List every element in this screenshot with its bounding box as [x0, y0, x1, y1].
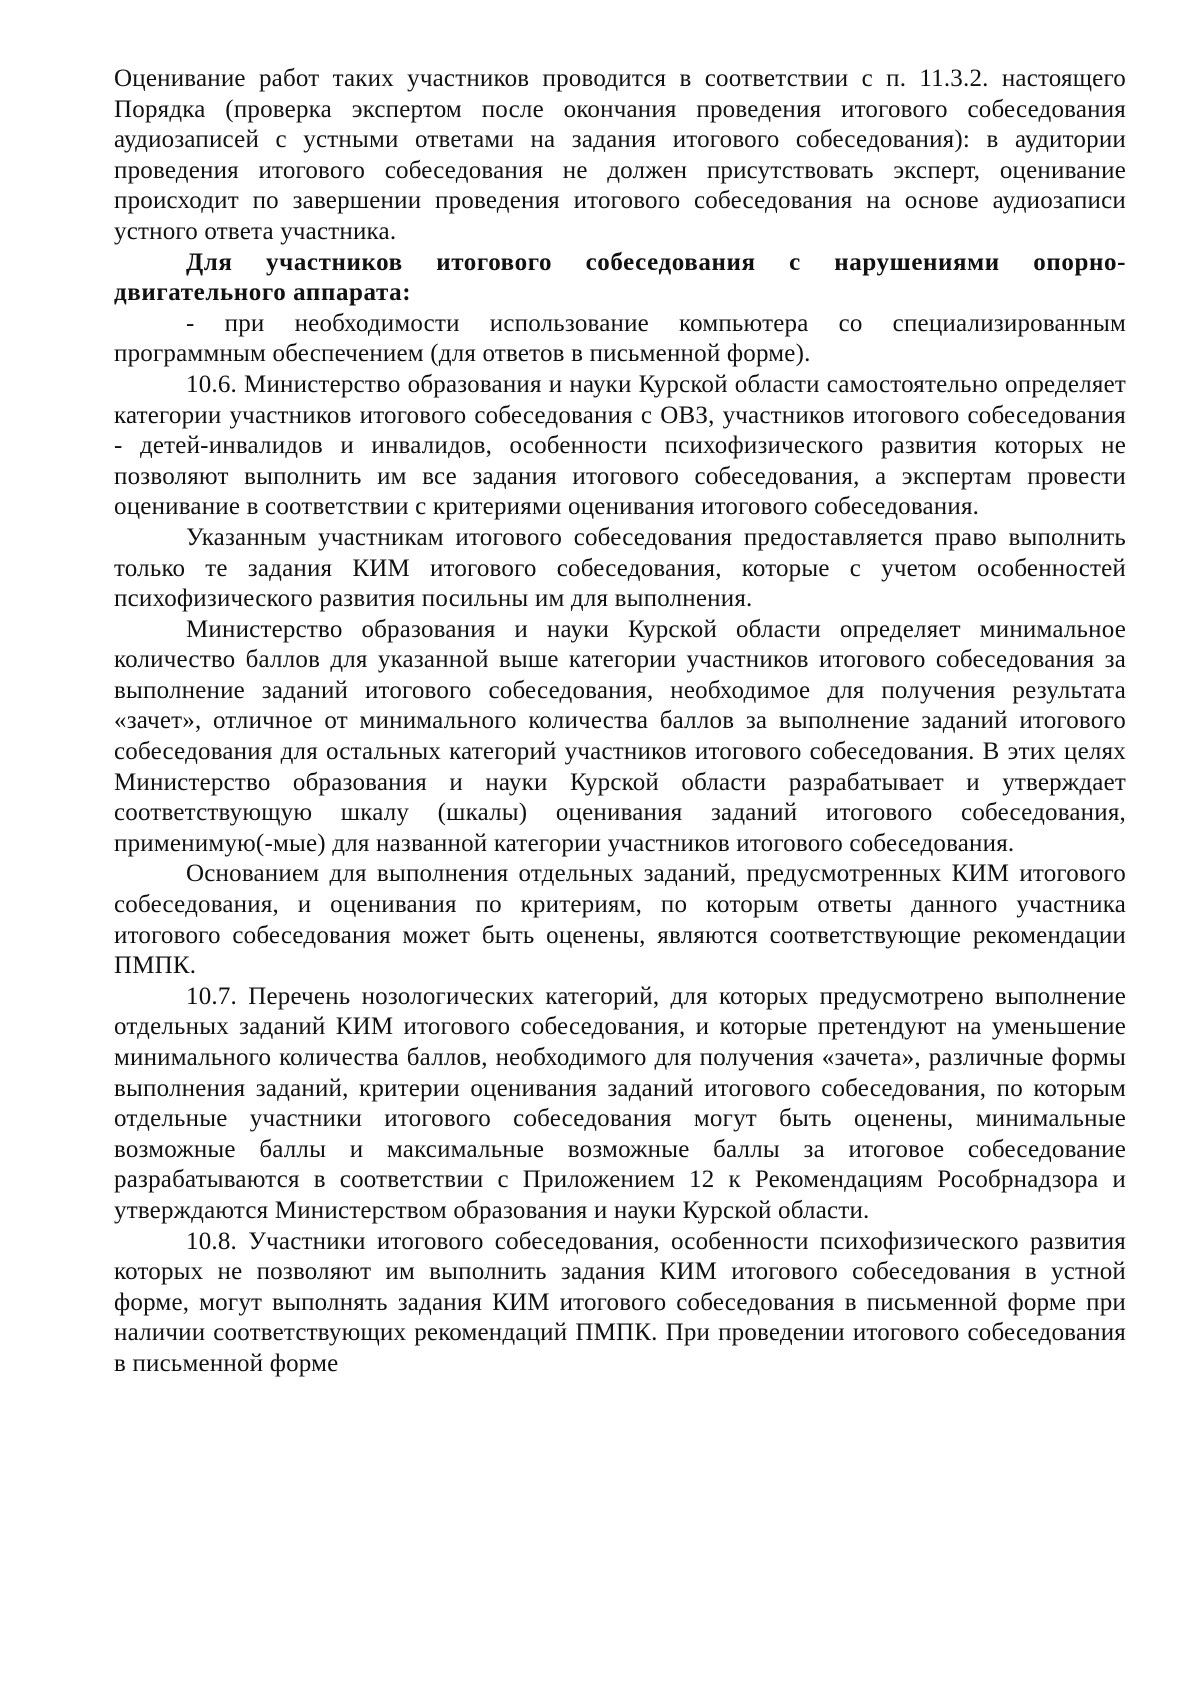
heading-musculoskeletal-participants: Для участников итогового собеседования с нарушениями опорно-двигательного аппарата: — [114, 248, 1126, 307]
paragraph-minimum-score: Министерство образования и науки Курской области определяет минимальное количество баллов для указанной выше категории участников итогового собеседования за выполнение заданий итогового собеседования, необходимое для получения результата «зачет», отличное от минимального количества баллов за выполнение заданий итогового собеседования для остальных категорий участников итогового собеседования. В этих целях Министерство образования и науки Курской области разрабатывает и утверждает соответствующую шкалу (шкалы) оценивания заданий итогового собеседования, применимую(-мые) для названной категории участников итогового собеседования. — [114, 615, 1126, 857]
paragraph-right-to-perform: Указанным участникам итогового собеседования предоставляется право выполнить только те задания КИМ итогового собеседования, которые с учетом особенностей психофизического развития посильны им для выполнения. — [114, 523, 1126, 613]
paragraph-10-7: 10.7. Перечень нозологических категорий, для которых предусмотрено выполнение отдельных заданий КИМ итогового собеседования, и которые претендуют на уменьшение минимального количества баллов, необходимого для получения «зачета», различные формы выполнения заданий, критерии оценивания заданий итогового собеседования, по которым отдельные участники итогового собеседования могут быть оценены, минимальные возможные баллы и максимальные возможные баллы за итоговое собеседование разрабатываются в соответствии с Приложением 12 к Рекомендациям Рособрнадзора и утверждаются Министерством образования и науки Курской области. — [114, 982, 1126, 1224]
list-item-computer-use: - при необходимости использование компьютера со специализированным программным обеспечением (для ответов в письменной форме). — [114, 309, 1126, 368]
paragraph-pmpk-basis: Основанием для выполнения отдельных заданий, предусмотренных КИМ итогового собеседования, и оценивания по критериям, по которым ответы данного участника итогового собеседования может быть оценены, являются соответствующие рекомендации ПМПК. — [114, 860, 1126, 980]
document-page — [114, 64, 1126, 1380]
paragraph-10-6: 10.6. Министерство образования и науки Курской области самостоятельно определяет категории участников итогового собеседования с ОВЗ, участников итогового собеседования - детей-инвалидов и инвалидов, особенности психофизического развития которых не позволяют выполнить им все задания итогового собеседования, а экспертам провести оценивание в соответствии с критериями оценивания итогового собеседования. — [114, 370, 1126, 521]
paragraph-assessment-procedure: Оценивание работ таких участников проводится в соответствии с п. 11.3.2. настоящего Порядка (проверка экспертом после окончания проведения итогового собеседования аудиозаписей с устными ответами на задания итогового собеседования): в аудитории проведения итогового собеседования не должен присутствовать эксперт, оценивание происходит по завершении проведения итогового собеседования на основе аудиозаписи устного ответа участника. — [114, 65, 1126, 245]
paragraph-10-8: 10.8. Участники итогового собеседования, особенности психофизического развития которых не позволяют им выполнить задания КИМ итогового собеседования в устной форме, могут выполнять задания КИМ итогового собеседования в письменной форме при наличии соответствующих рекомендаций ПМПК. При проведении итогового собеседования в письменной форме — [114, 1227, 1126, 1377]
